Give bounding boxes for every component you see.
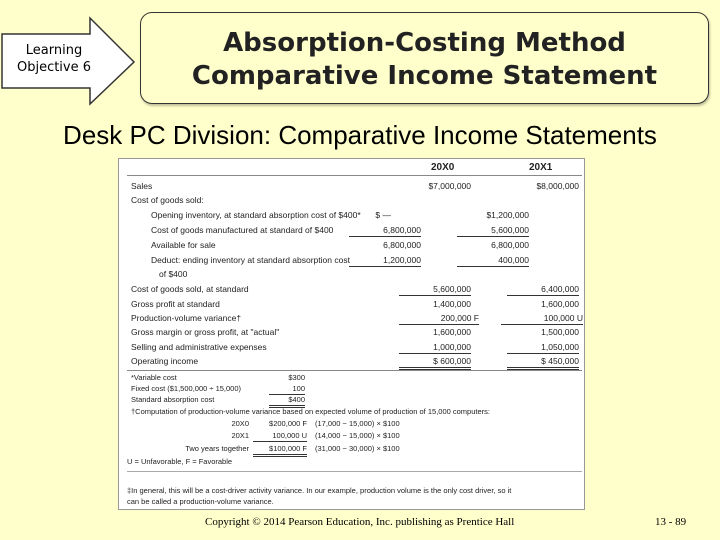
gross-profit-20x1: 1,600,000 bbox=[541, 299, 579, 309]
pv-calc-total: (31,000 − 30,000) × $100 bbox=[315, 444, 400, 453]
available-20x1: 6,800,000 bbox=[491, 240, 529, 250]
pv-calc-20x1: (14,000 − 15,000) × $100 bbox=[315, 431, 400, 440]
note-standard-cost: Standard absorption cost bbox=[131, 395, 215, 404]
notes-rule bbox=[127, 370, 582, 371]
gross-margin-20x0: 1,600,000 bbox=[433, 327, 471, 337]
cogs-20x1: 6,400,000 bbox=[507, 284, 579, 296]
learning-objective-line2: Objective 6 bbox=[16, 60, 92, 75]
opening-inv-20x0: $ — bbox=[375, 210, 391, 220]
pv-variance-20x0: 200,000 F bbox=[399, 313, 479, 325]
note-variable-cost-value: $300 bbox=[288, 373, 305, 382]
title-box bbox=[140, 12, 709, 104]
row-label-operating-income: Operating income bbox=[131, 356, 199, 366]
row-label-sales: Sales bbox=[131, 181, 153, 191]
operating-income-20x1: $ 450,000 bbox=[507, 356, 579, 370]
pv-year-20x0: 20X0 bbox=[231, 419, 249, 428]
pv-amount-total: $100,000 F bbox=[253, 443, 307, 457]
learning-objective-label bbox=[4, 42, 104, 76]
footnote-line1: ‡In general, this will be a cost-driver activity variance. In our example, production volume is the only cost driver, so it bbox=[127, 486, 512, 495]
row-label-pv-variance: Production-volume variance† bbox=[131, 313, 242, 323]
row-label-gross-profit: Gross profit at standard bbox=[131, 299, 220, 309]
page-number: 13 - 89 bbox=[655, 516, 687, 528]
row-label-available: Available for sale bbox=[151, 240, 216, 250]
pv-year-20x1: 20X1 bbox=[231, 431, 249, 440]
gross-profit-20x0: 1,400,000 bbox=[433, 299, 471, 309]
slide-subtitle: Desk PC Division: Comparative Income Statements bbox=[63, 120, 657, 150]
income-statement-table bbox=[118, 158, 585, 510]
operating-income-20x0: $ 600,000 bbox=[399, 356, 471, 370]
title-line-2: Comparative Income Statement bbox=[191, 61, 658, 91]
sales-20x1: $8,000,000 bbox=[536, 181, 579, 191]
cogs-20x0: 5,600,000 bbox=[399, 284, 471, 296]
ending-inv-20x0: 1,200,000 bbox=[349, 255, 421, 267]
note-fixed-cost-value: 100 bbox=[269, 383, 305, 395]
header-rule bbox=[127, 175, 582, 176]
row-label-ending-inventory: Deduct: ending inventory at standard absorption cost bbox=[151, 255, 350, 265]
note-standard-cost-value: $400 bbox=[269, 394, 305, 408]
pv-variance-20x1: 100,000 U bbox=[501, 313, 583, 325]
footnote-line2: can be called a production-volume variance. bbox=[127, 497, 274, 506]
row-label-opening-inventory: Opening inventory, at standard absorption cost of $400* bbox=[151, 210, 361, 220]
available-20x0: 6,800,000 bbox=[383, 240, 421, 250]
gross-margin-20x1: 1,500,000 bbox=[541, 327, 579, 337]
selling-admin-20x0: 1,000,000 bbox=[399, 342, 471, 354]
note-fixed-cost: Fixed cost ($1,500,000 ÷ 15,000) bbox=[131, 384, 242, 393]
ending-inv-20x1: 400,000 bbox=[457, 255, 529, 267]
row-label-of-400: of $400 bbox=[159, 269, 188, 279]
footnote-rule bbox=[127, 471, 582, 472]
row-label-cogm: Cost of goods manufactured at standard of $400 bbox=[151, 225, 334, 235]
title-line-1: Absorption-Costing Method bbox=[223, 28, 626, 58]
note-legend: U = Unfavorable, F = Favorable bbox=[127, 457, 233, 466]
col-header-20x0: 20X0 bbox=[431, 162, 455, 173]
row-label-selling-admin: Selling and administrative expenses bbox=[131, 342, 267, 352]
col-header-20x1: 20X1 bbox=[529, 162, 553, 173]
row-label-cogs-standard: Cost of goods sold, at standard bbox=[131, 284, 249, 294]
pv-year-total: Two years together bbox=[185, 444, 249, 453]
pv-calc-20x0: (17,000 − 15,000) × $100 bbox=[315, 419, 400, 428]
note-variable-cost: *Variable cost bbox=[131, 373, 177, 382]
row-label-cogs-heading: Cost of goods sold: bbox=[131, 195, 204, 205]
row-label-gross-margin: Gross margin or gross profit, at "actual" bbox=[131, 327, 280, 337]
cogm-20x0: 6,800,000 bbox=[349, 225, 421, 237]
pv-amount-20x0: $200,000 F bbox=[269, 419, 307, 428]
note-pv-title: †Computation of production-volume variance based on expected volume of production of 15,000 computers: bbox=[131, 407, 490, 416]
cogm-20x1: 5,600,000 bbox=[457, 225, 529, 237]
selling-admin-20x1: 1,050,000 bbox=[507, 342, 579, 354]
pv-amount-20x1: 100,000 U bbox=[253, 430, 307, 442]
opening-inv-20x1: $1,200,000 bbox=[486, 210, 529, 220]
copyright-footer: Copyright © 2014 Pearson Education, Inc. publishing as Prentice Hall bbox=[205, 516, 515, 528]
sales-20x0: $7,000,000 bbox=[428, 181, 471, 191]
learning-objective-line1: Learning bbox=[25, 43, 83, 58]
